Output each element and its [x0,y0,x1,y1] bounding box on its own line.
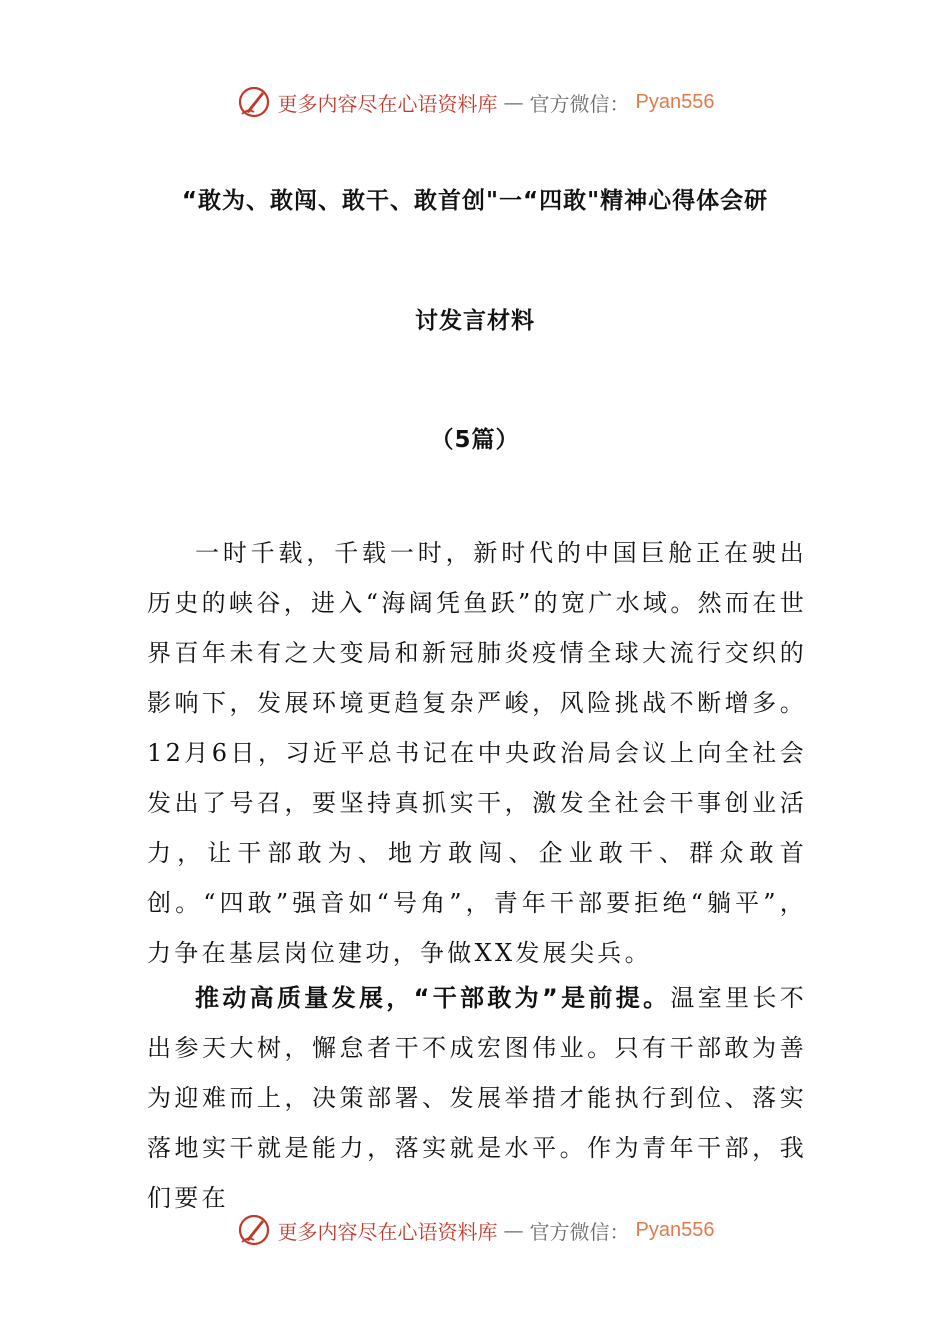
paragraph-2-text: 温室里长不出参天大树，懈怠者干不成宏图伟业。只有干部敢为善为迎难而上，决策部署、发展举措才能执行到位、落实落地实干就是能力，落实就是水平。作为青年干部，我们要在 [147,984,808,1212]
document-title-line1: “敢为、敢闯、敢干、敢首创"一“四敢"精神心得体会研 [181,188,769,214]
watermark-sub-text: 官方微信： [529,91,630,116]
footer-watermark-id: Pyan556 [635,1218,715,1241]
footer-watermark [0,1212,950,1248]
footer-watermark-main-text: 更多内容尽在心语资料库 [277,1219,498,1244]
footer-watermark-dash: — [503,1218,524,1242]
paragraph-2-heading: 推动高质量发展，“干部敢为”是前提。 [195,984,671,1012]
watermark-main-text: 更多内容尽在心语资料库 [277,91,498,116]
body-paragraph-2 [147,973,807,1223]
footer-watermark-sub-text: 官方微信： [529,1219,630,1244]
quill-pen-logo-icon [236,84,272,120]
body-paragraph-1: 一时千载，千载一时，新时代的中国巨舱正在驶出历史的峡谷，进入“海阔凭鱼跃”的宽广水域。然而在世界百年未有之大变局和新冠肺炎疫情全球大流行交织的影响下，发展环境更趋复杂严峻，风险挑战不断增多。12月6日，习近平总书记在中央政治局会议上向全社会发出了号召，要坚持真抓实干，激发全社会干事创业活力，让干部敢为、地方敢闯、企业敢干、群众敢首创。“四敢”强音如“号角”，青年干部要拒绝“躺平”，力争在基层岗位建功，争做XX发展尖兵。 [147,539,807,967]
header-watermark [0,84,950,120]
watermark-dash: — [503,90,524,114]
document-subtitle: （5篇） [430,427,520,453]
watermark-id: Pyan556 [635,90,715,113]
document-title-line2: 讨发言材料 [415,308,535,334]
quill-pen-logo-icon [236,1212,272,1248]
